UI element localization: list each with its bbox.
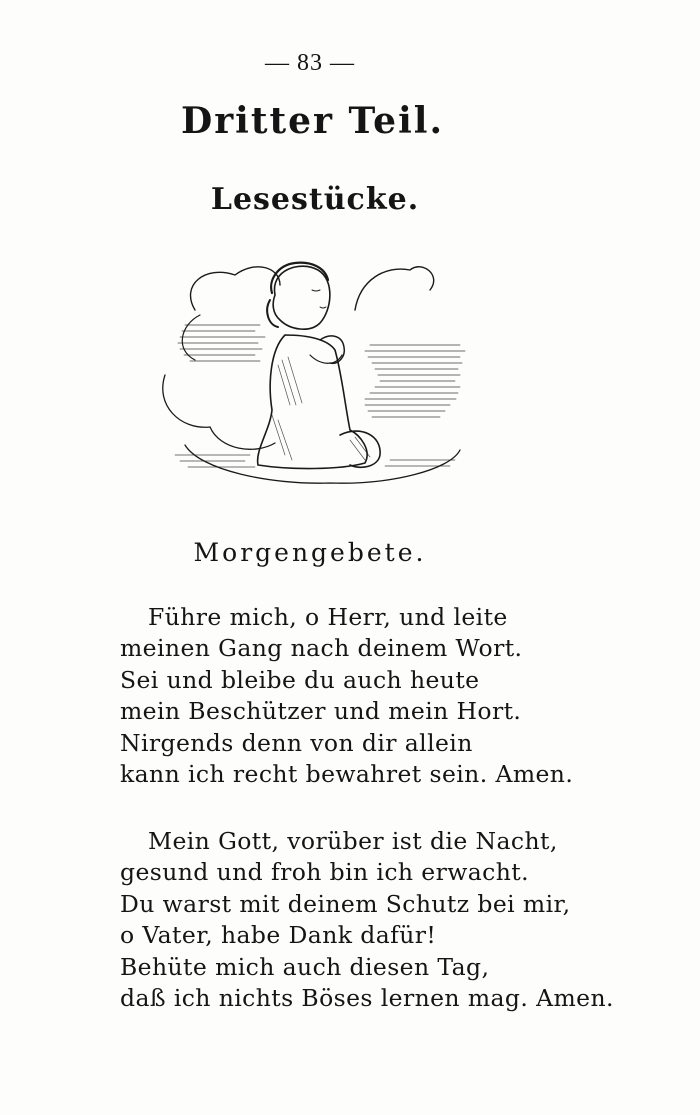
poem-line: Behüte mich auch diesen Tag, <box>120 952 490 981</box>
poem-line: Du warst mit deinem Schutz bei mir, <box>120 889 571 918</box>
poem-line: Nirgends denn von dir allein <box>120 728 473 757</box>
child-body <box>258 335 367 469</box>
part-title: Dritter Teil. <box>181 100 444 142</box>
poem-line: gesund und froh bin ich erwacht. <box>120 858 529 887</box>
poem-line: o Vater, habe Dank dafür! <box>120 921 437 950</box>
poem-stanza <box>120 826 660 1014</box>
poem-line: meinen Gang nach deinem Wort. <box>120 634 523 663</box>
poem-stanza <box>120 602 660 790</box>
page-number: — 83 — <box>265 50 355 76</box>
child-head <box>273 266 330 329</box>
poem-line: Mein Gott, vorüber ist die Nacht, <box>148 827 558 855</box>
poem-line: Führe mich, o Herr, und leite <box>148 603 508 631</box>
cloud-outline <box>191 267 280 310</box>
poem-title: Morgengebete. <box>193 538 427 567</box>
poem-line: Sei und bleibe du auch heute <box>120 665 480 694</box>
poem-line: kann ich recht bewahret sein. Amen. <box>120 760 574 789</box>
poem-line: mein Beschützer und mein Hort. <box>120 697 522 726</box>
poem-line: daß ich nichts Böses lernen mag. Amen. <box>120 984 614 1013</box>
section-title: Lesestücke. <box>210 182 420 217</box>
praying-hands <box>320 336 344 363</box>
praying-child-illustration <box>160 255 475 500</box>
